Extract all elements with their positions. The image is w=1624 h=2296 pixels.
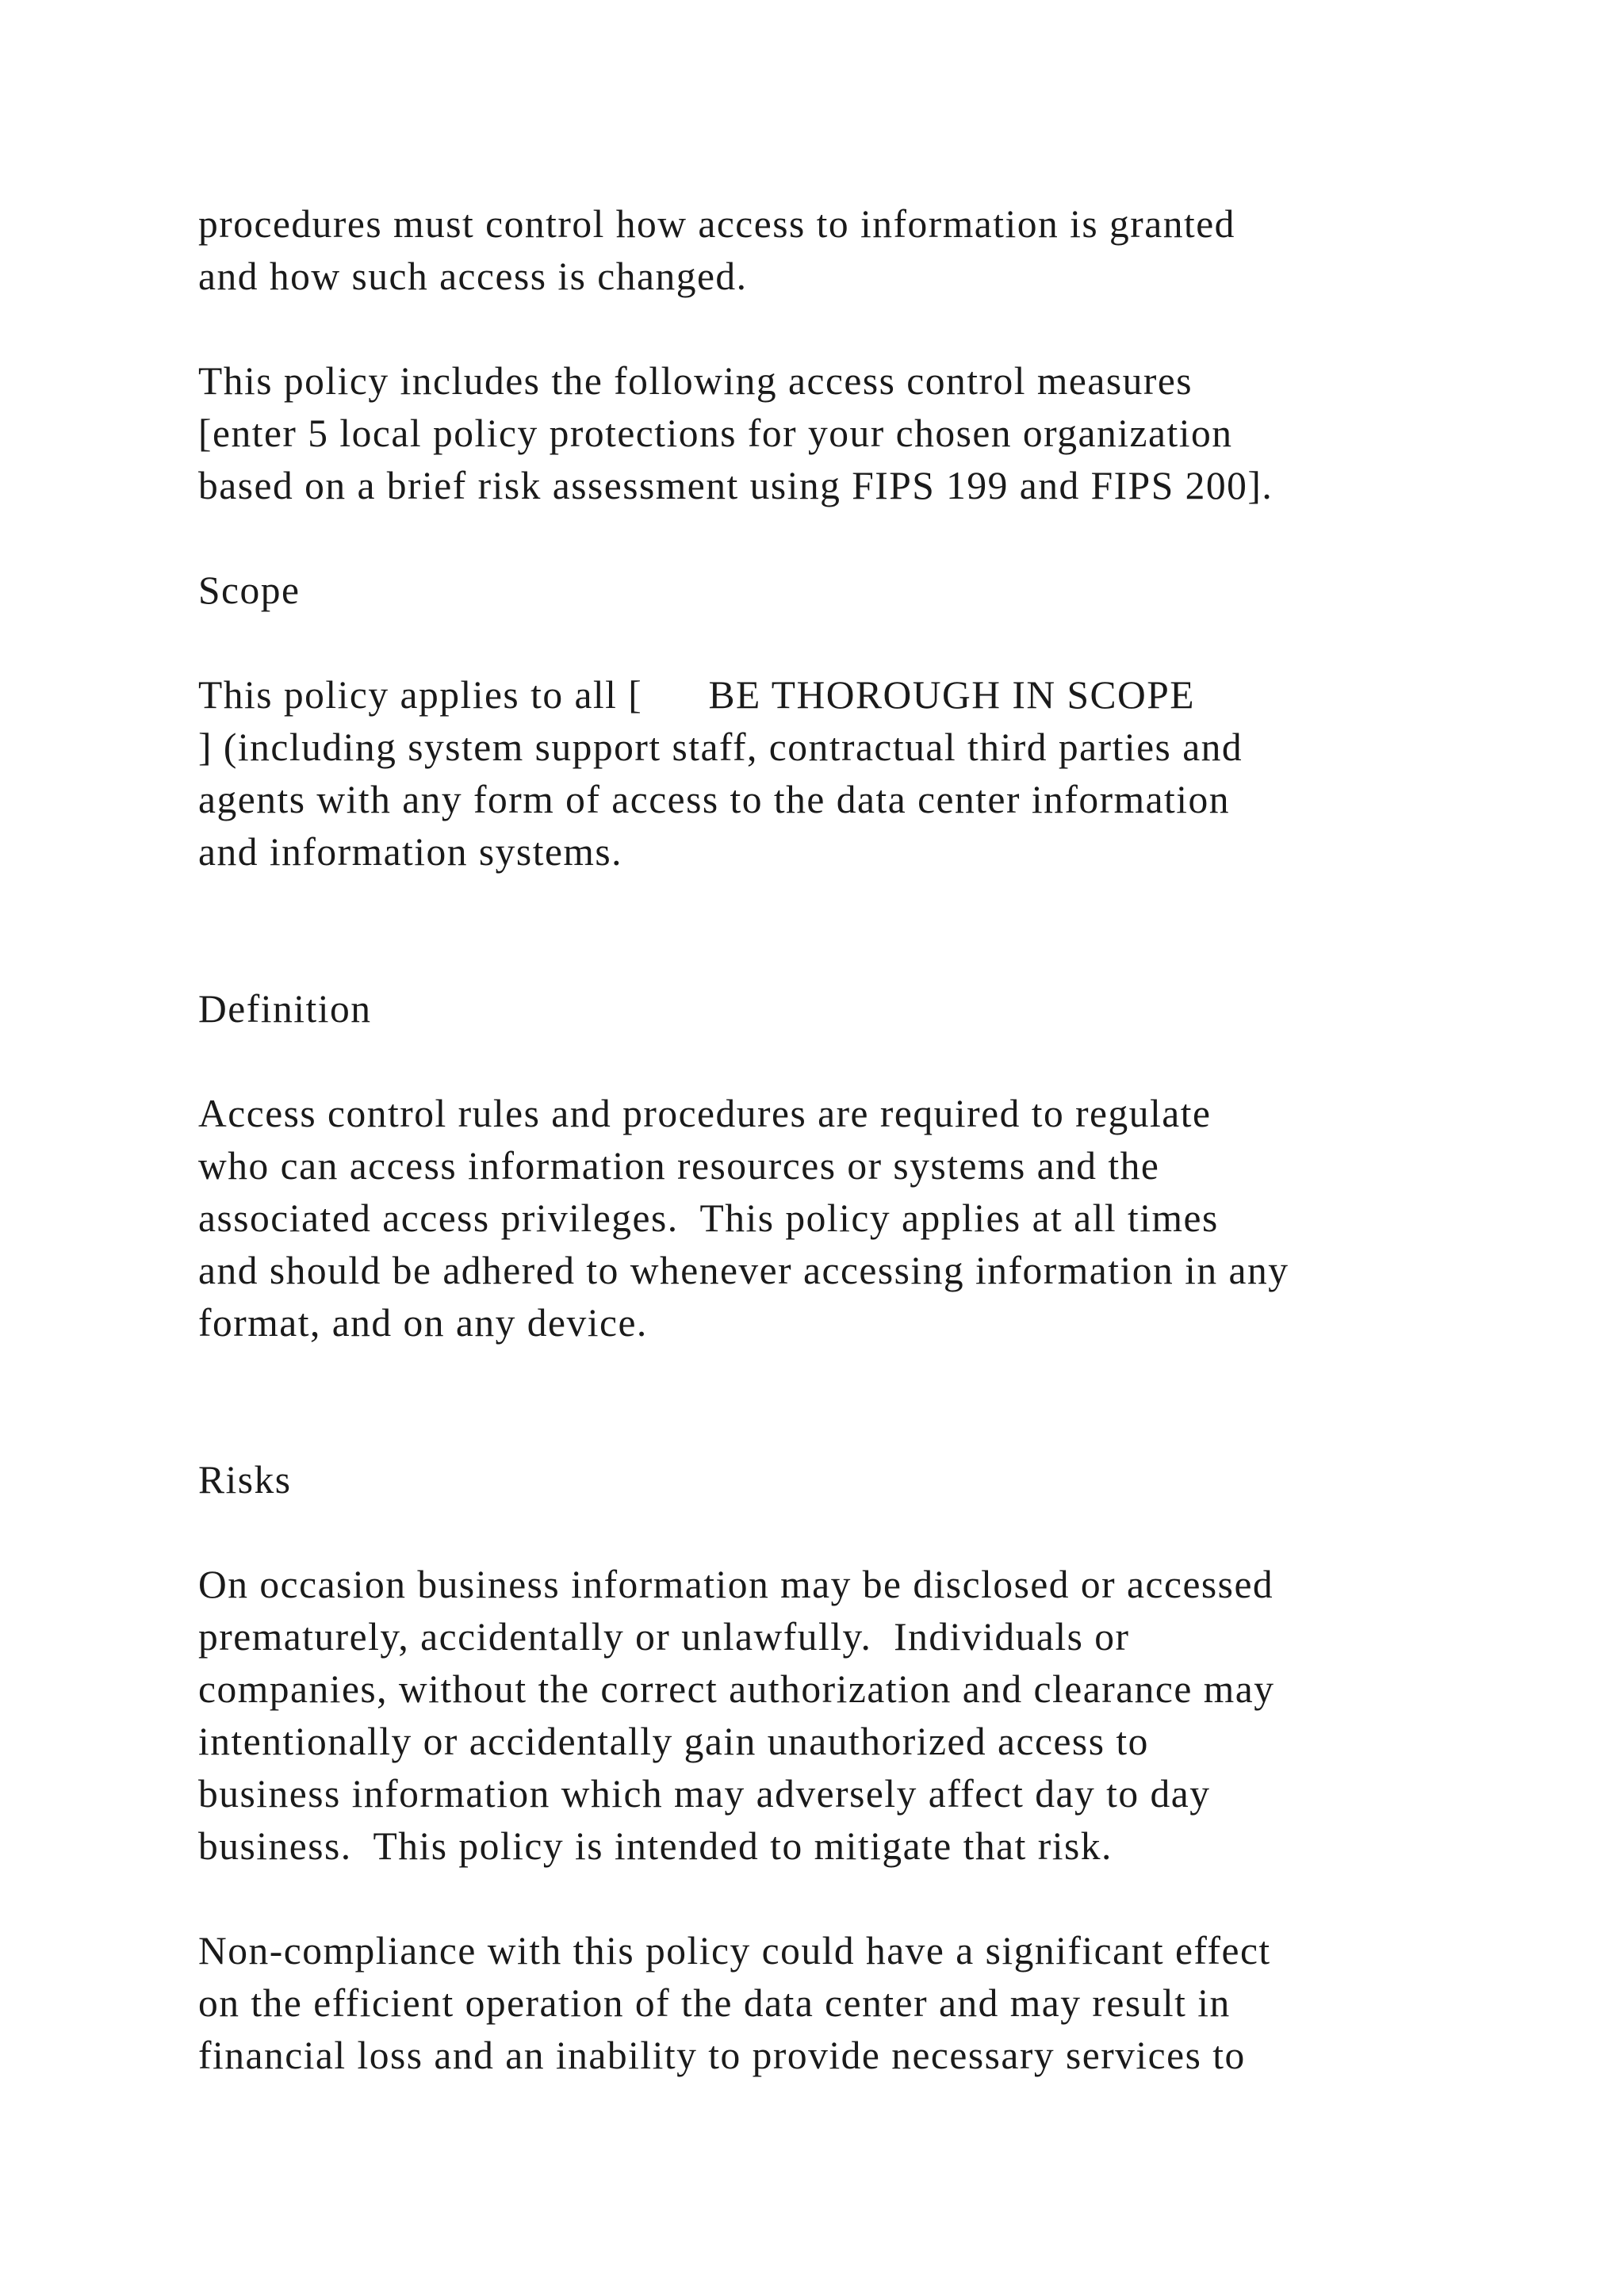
risks-line-5: business information which may adversely affect day to day [198, 1772, 1211, 1816]
risks-heading: Risks [198, 1458, 292, 1502]
risks-line-1: On occasion business information may be disclosed or accessed [198, 1563, 1274, 1606]
definition-line-2: who can access information resources or systems and the [198, 1144, 1160, 1188]
noncompliance-line-1: Non-compliance with this policy could have a significant effect [198, 1929, 1271, 1973]
risks-line-4: intentionally or accidentally gain unauthorized access to [198, 1720, 1149, 1763]
measures-line-2: [enter 5 local policy protections for your chosen organization [198, 411, 1233, 455]
definition-line-1: Access control rules and procedures are required to regulate [198, 1092, 1212, 1135]
noncompliance-line-2: on the efficient operation of the data center and may result in [198, 1981, 1231, 2025]
risks-line-2: prematurely, accidentally or unlawfully. Individuals or [198, 1615, 1130, 1659]
intro-line-2: and how such access is changed. [198, 254, 748, 298]
scope-heading: Scope [198, 568, 301, 612]
noncompliance-line-3: financial loss and an inability to provide necessary services to [198, 2034, 1246, 2077]
definition-heading: Definition [198, 987, 372, 1031]
scope-line-3: agents with any form of access to the data center information [198, 778, 1231, 821]
risks-line-6: business. This policy is intended to mitigate that risk. [198, 1824, 1113, 1868]
definition-line-3: associated access privileges. This policy applies at all times [198, 1196, 1219, 1240]
scope-line-2: ] (including system support staff, contractual third parties and [198, 725, 1243, 769]
intro-line-1: procedures must control how access to information is granted [198, 202, 1235, 246]
measures-line-1: This policy includes the following access control measures [198, 359, 1193, 403]
scope-line-1: This policy applies to all [ BE THOROUGH IN SCOPE [198, 673, 1196, 717]
risks-line-3: companies, without the correct authorization and clearance may [198, 1667, 1275, 1711]
definition-line-5: format, and on any device. [198, 1301, 648, 1345]
definition-line-4: and should be adhered to whenever accessing information in any [198, 1249, 1289, 1292]
scope-line-4: and information systems. [198, 830, 623, 874]
measures-line-3: based on a brief risk assessment using FIPS 199 and FIPS 200]. [198, 464, 1274, 507]
